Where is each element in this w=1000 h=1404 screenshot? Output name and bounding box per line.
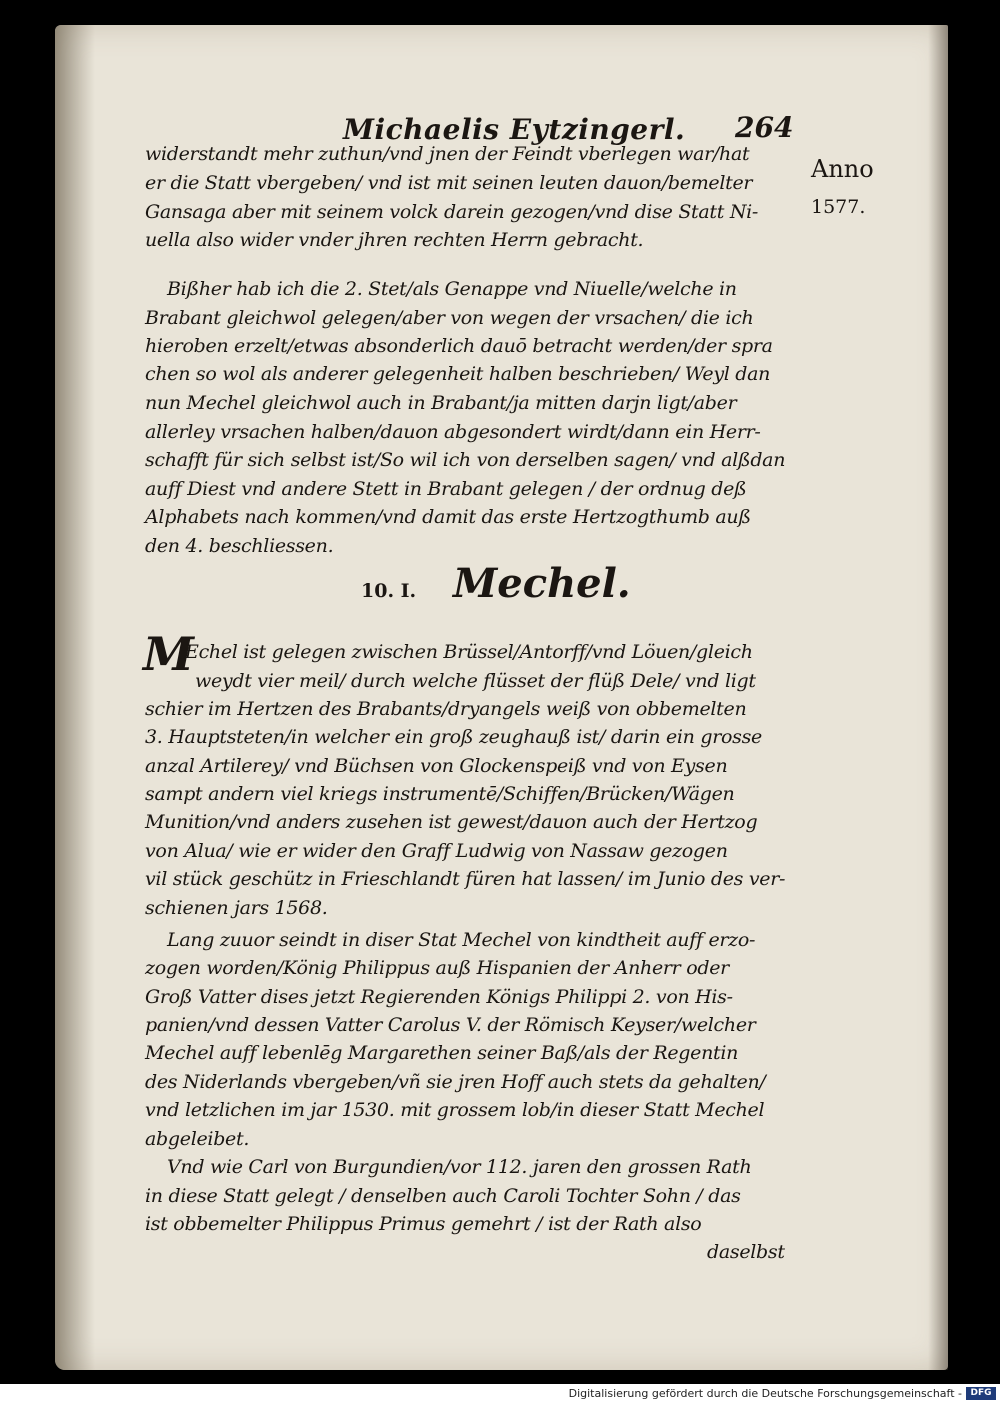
footer-bar: [0, 1384, 1000, 1404]
text-line: schafft für sich selbst ist/So wil ich von derselben sagen/ vnd alßdan: [145, 449, 786, 471]
book-page: [55, 25, 948, 1370]
text-line: vnd letzlichen im jar 1530. mit grossem lob/in dieser Statt Mechel: [145, 1099, 765, 1121]
dfg-logo: DFG: [966, 1387, 996, 1400]
text-line: Gansaga aber mit seinem volck darein gezogen/vnd dise Statt Ni-: [145, 201, 759, 223]
text-line: von Alua/ wie er wider den Graff Ludwig von Nassaw gezogen: [145, 840, 728, 862]
text-line: vil stück geschütz in Frieschlandt füren hat lassen/ im Junio des ver-: [145, 868, 786, 890]
drop-initial: M: [143, 627, 194, 681]
text-line: Bißher hab ich die 2. Stet/als Genappe vnd Niuelle/welche in: [167, 278, 737, 300]
text-line: schienen jars 1568.: [145, 897, 328, 919]
catchword: daselbst: [707, 1241, 785, 1263]
text-line: 3. Hauptsteten/in welcher ein groß zeughauß ist/ darin ein grosse: [145, 726, 762, 748]
text-line: Mechel auff lebenlēg Margarethen seiner Baß/als der Regentin: [145, 1042, 739, 1064]
text-line: er die Statt vbergeben/ vnd ist mit seinen leuten dauon/bemelter: [145, 172, 753, 194]
text-line: weydt vier meil/ durch welche flüsset der flüß Dele/ vnd ligt: [195, 670, 756, 692]
text-line: allerley vrsachen halben/dauon abgesondert wirdt/dann ein Herr-: [145, 421, 761, 443]
text-line: schier im Hertzen des Brabants/dryangels weiß von obbemelten: [145, 698, 747, 720]
text-line: Lang zuuor seindt in diser Stat Mechel von kindtheit auff erzo-: [167, 929, 756, 951]
text-line: uella also wider vnder jhren rechten Herrn gebracht.: [145, 229, 644, 251]
text-line: Echel ist gelegen zwischen Brüssel/Antorff/vnd Löuen/gleich: [185, 641, 753, 663]
text-line: ist obbemelter Philippus Primus gemehrt / ist der Rath also: [145, 1213, 702, 1235]
text-line: des Niderlands vbergeben/vñ sie jren Hoff auch stets da gehalten/: [145, 1071, 766, 1093]
text-line: nun Mechel gleichwol auch in Brabant/ja mitten darjn ligt/aber: [145, 392, 737, 414]
text-line: abgeleibet.: [145, 1128, 250, 1150]
text-line: hieroben erzelt/etwas absonderlich dauō betracht werden/der spra: [145, 335, 773, 357]
text-line: widerstandt mehr zuthun/vnd jnen der Feindt vberlegen war/hat: [145, 143, 750, 165]
text-line: sampt andern viel kriegs instrumentē/Schiffen/Brücken/Wägen: [145, 783, 735, 805]
text-line: Groß Vatter dises jetzt Regierenden Königs Philippi 2. von His-: [145, 986, 733, 1008]
running-head: Michaelis Eytzingerl.: [343, 113, 686, 146]
text-line: panien/vnd dessen Vatter Carolus V. der Römisch Keyser/welcher: [145, 1014, 756, 1036]
margin-note-year: 1577.: [811, 196, 866, 218]
text-line: zogen worden/König Philippus auß Hispanien der Anherr oder: [145, 957, 729, 979]
section-title: Mechel.: [453, 560, 631, 607]
text-line: Alphabets nach kommen/vnd damit das erste Hertzogthumb auß: [145, 506, 751, 528]
section-number: 10. I.: [361, 580, 417, 602]
text-line: auff Diest vnd andere Stett in Brabant gelegen / der ordnug deß: [145, 478, 747, 500]
text-line: anzal Artilerey/ vnd Büchsen von Glockenspeiß vnd von Eysen: [145, 755, 728, 777]
page-number: 264: [735, 111, 794, 144]
text-line: chen so wol als anderer gelegenheit halben beschrieben/ Weyl dan: [145, 363, 771, 385]
text-line: Brabant gleichwol gelegen/aber von wegen der vrsachen/ die ich: [145, 307, 754, 329]
footer-credit: Digitalisierung gefördert durch die Deutsche Forschungsgemeinschaft -: [568, 1387, 962, 1400]
text-line: den 4. beschliessen.: [145, 535, 334, 557]
text-line: in diese Statt gelegt / denselben auch Caroli Tochter Sohn / das: [145, 1185, 741, 1207]
text-line: Munition/vnd anders zusehen ist gewest/dauon auch der Hertzog: [145, 811, 758, 833]
text-line: Vnd wie Carl von Burgundien/vor 112. jaren den grossen Rath: [167, 1156, 752, 1178]
margin-note-label: Anno: [811, 155, 874, 183]
